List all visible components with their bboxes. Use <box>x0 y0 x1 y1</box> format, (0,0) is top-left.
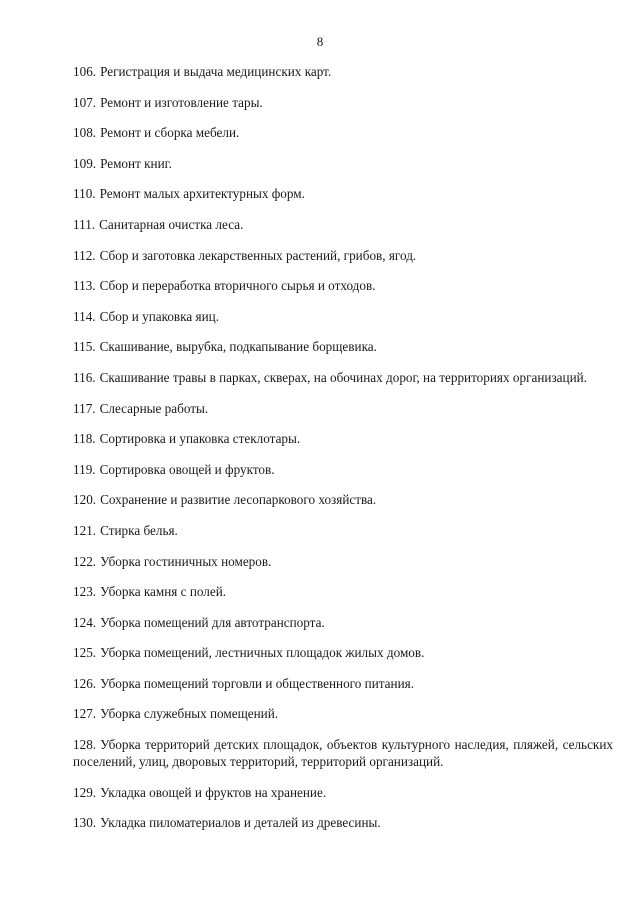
item-text: Сортировка и упаковка стеклотары. <box>99 431 301 447</box>
item-text: Ремонт и сборка мебели. <box>100 125 240 141</box>
item-text: Уборка помещений торговли и общественного питания. <box>100 675 415 691</box>
list-item <box>73 784 613 801</box>
item-number: 115. <box>73 339 96 355</box>
item-text: Стирка белья. <box>100 522 178 538</box>
item-number: 123. <box>73 584 97 600</box>
item-text: Укладка пиломатериалов и деталей из древесины. <box>100 815 381 831</box>
item-number: 107. <box>73 94 97 110</box>
item-number: 112. <box>73 247 96 263</box>
item-number: 130. <box>73 815 97 831</box>
item-text: Санитарная очистка леса. <box>99 216 244 232</box>
item-number: 109. <box>73 155 97 171</box>
item-number: 122. <box>73 553 97 569</box>
item-number: 121. <box>73 522 97 538</box>
item-number: 110. <box>73 186 96 202</box>
item-text: Уборка помещений для автотранспорта. <box>100 614 325 630</box>
item-text: Уборка камня с полей. <box>100 584 227 600</box>
item-text: Сохранение и развитие лесопаркового хозяйства. <box>100 492 377 508</box>
list-item <box>73 277 613 294</box>
item-number: 120. <box>73 492 97 508</box>
list-item <box>73 185 613 202</box>
list-item <box>73 491 613 508</box>
item-number: 111. <box>73 216 96 232</box>
item-text: Уборка гостиничных номеров. <box>100 553 272 569</box>
list-item <box>73 583 613 600</box>
list-item <box>73 400 613 417</box>
list-item <box>73 553 613 570</box>
list-item <box>73 614 613 631</box>
list-item <box>73 338 613 355</box>
item-number: 113. <box>73 278 96 294</box>
list-item <box>73 124 613 141</box>
item-number: 116. <box>73 369 96 385</box>
numbered-list <box>73 63 613 845</box>
list-item <box>73 247 613 264</box>
item-number: 106. <box>73 64 97 79</box>
item-text: Уборка помещений, лестничных площадок жилых домов. <box>100 645 425 661</box>
list-item <box>73 644 613 661</box>
item-number: 126. <box>73 675 97 691</box>
item-number: 108. <box>73 125 97 141</box>
list-item <box>73 675 613 692</box>
item-text: Ремонт малых архитектурных форм. <box>99 186 305 202</box>
item-text: Сбор и упаковка яиц. <box>99 308 219 324</box>
item-number: 118. <box>73 431 96 447</box>
list-item <box>73 369 613 386</box>
item-number: 129. <box>73 784 97 800</box>
item-text: Слесарные работы. <box>99 400 209 416</box>
item-text: Скашивание травы в парках, скверах, на обочинах дорог, на территориях организаций. <box>99 369 587 385</box>
item-number: 128. <box>73 737 97 753</box>
item-text: Регистрация и выдача медицинских карт. <box>100 64 332 79</box>
item-number: 125. <box>73 645 97 661</box>
list-item <box>73 736 613 770</box>
list-item <box>73 461 613 478</box>
list-item <box>73 705 613 722</box>
list-item <box>73 814 613 831</box>
item-text: Уборка служебных помещений. <box>100 706 279 722</box>
item-number: 124. <box>73 614 97 630</box>
item-text: Сортировка овощей и фруктов. <box>99 461 275 477</box>
item-text: Ремонт книг. <box>100 155 172 171</box>
list-item <box>73 216 613 233</box>
item-number: 119. <box>73 461 96 477</box>
list-item <box>73 94 613 111</box>
item-number: 117. <box>73 400 96 416</box>
page-number: 8 <box>316 34 324 49</box>
list-item <box>73 63 613 80</box>
item-number: 114. <box>73 308 96 324</box>
item-text: Ремонт и изготовление тары. <box>100 94 263 110</box>
item-text: Сбор и переработка вторичного сырья и отходов. <box>99 278 376 294</box>
item-number: 127. <box>73 706 97 722</box>
item-text: Укладка овощей и фруктов на хранение. <box>100 784 327 800</box>
item-text: Сбор и заготовка лекарственных растений, грибов, ягод. <box>99 247 417 263</box>
item-text: Скашивание, вырубка, подкапывание борщевика. <box>99 339 377 355</box>
item-text: Уборка территорий детских площадок, объектов культурного наследия, пляжей, сельских поселений, улиц, дворовых территорий, территорий организаций. <box>73 737 613 770</box>
list-item <box>73 430 613 447</box>
list-item <box>73 308 613 325</box>
list-item <box>73 155 613 172</box>
list-item <box>73 522 613 539</box>
